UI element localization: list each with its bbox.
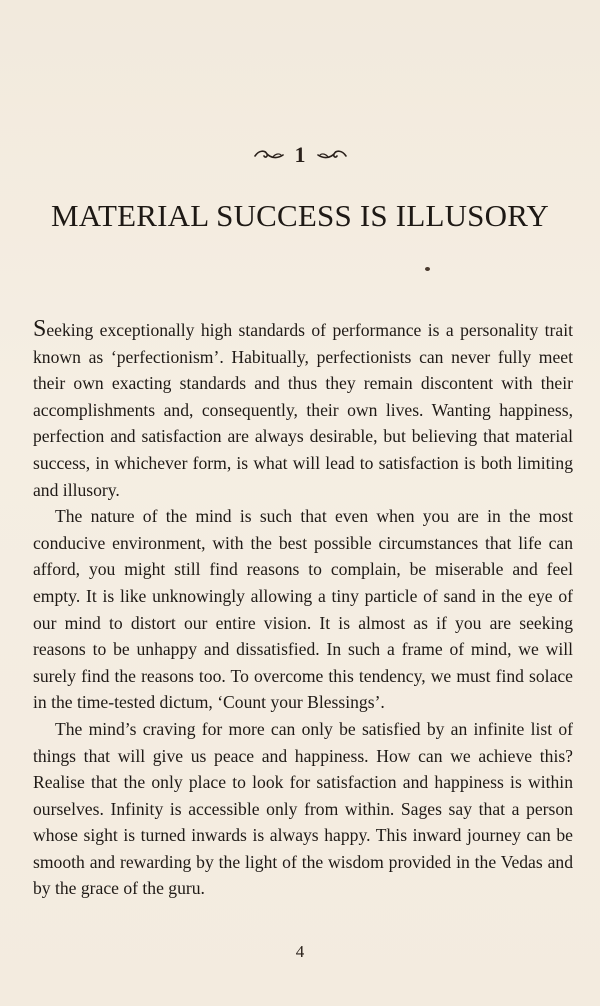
chapter-number-row xyxy=(253,140,348,170)
chapter-body xyxy=(33,316,573,902)
paragraph-2: The nature of the mind is such that even when you are in the most conducive environment, with the best possible circumstances that life can afford, you might still find reasons to complain, be miserable and feel empty. It is like unknowingly allowing a tiny particle of sand in the eye of our mind to distort our entire vision. It is almost as if you are seeking reasons to be unhappy and dissatisfied. In such a frame of mind, we will surely find the reasons too. To overcome this tendency, we must find solace in the time-tested dictum, ‘Count your Blessings’. xyxy=(33,506,573,713)
ink-speck xyxy=(425,267,430,271)
paragraph-3: The mind’s craving for more can only be satisfied by an infinite list of things that will give us peace and happiness. How can we achieve this? Realise that the only place to look for satisfaction and happiness is within ourselves. Infinity is accessible only from within. Sages say that a person whose sight is turned inwards is always happy. This inward journey can be smooth and rewarding by the light of the wisdom provided in the Vedas and by the grace of the guru. xyxy=(33,718,573,899)
left-flourish-icon xyxy=(253,148,285,162)
chapter-title: MATERIAL SUCCESS IS ILLUSORY xyxy=(51,198,549,233)
right-flourish-icon xyxy=(316,148,348,162)
paragraph-1-initial: S xyxy=(33,316,47,342)
paragraph-1-text: eeking exceptionally high standards of performance is a personality trait known as ‘perfectionism’. Habitually, perfectionists can never fully meet their own exacting standards and thus they remain discontent with their accomplishments and, consequently, their own lives. Wanting happiness, perfection and satisfaction are always desirable, but believing that material success, in whichever form, is what will lead to satisfaction is both limiting and illusory. xyxy=(33,320,573,500)
paragraph-1 xyxy=(33,316,573,503)
chapter-heading xyxy=(0,140,600,170)
page-number: 4 xyxy=(295,942,305,961)
chapter-number: 1 xyxy=(294,142,306,167)
